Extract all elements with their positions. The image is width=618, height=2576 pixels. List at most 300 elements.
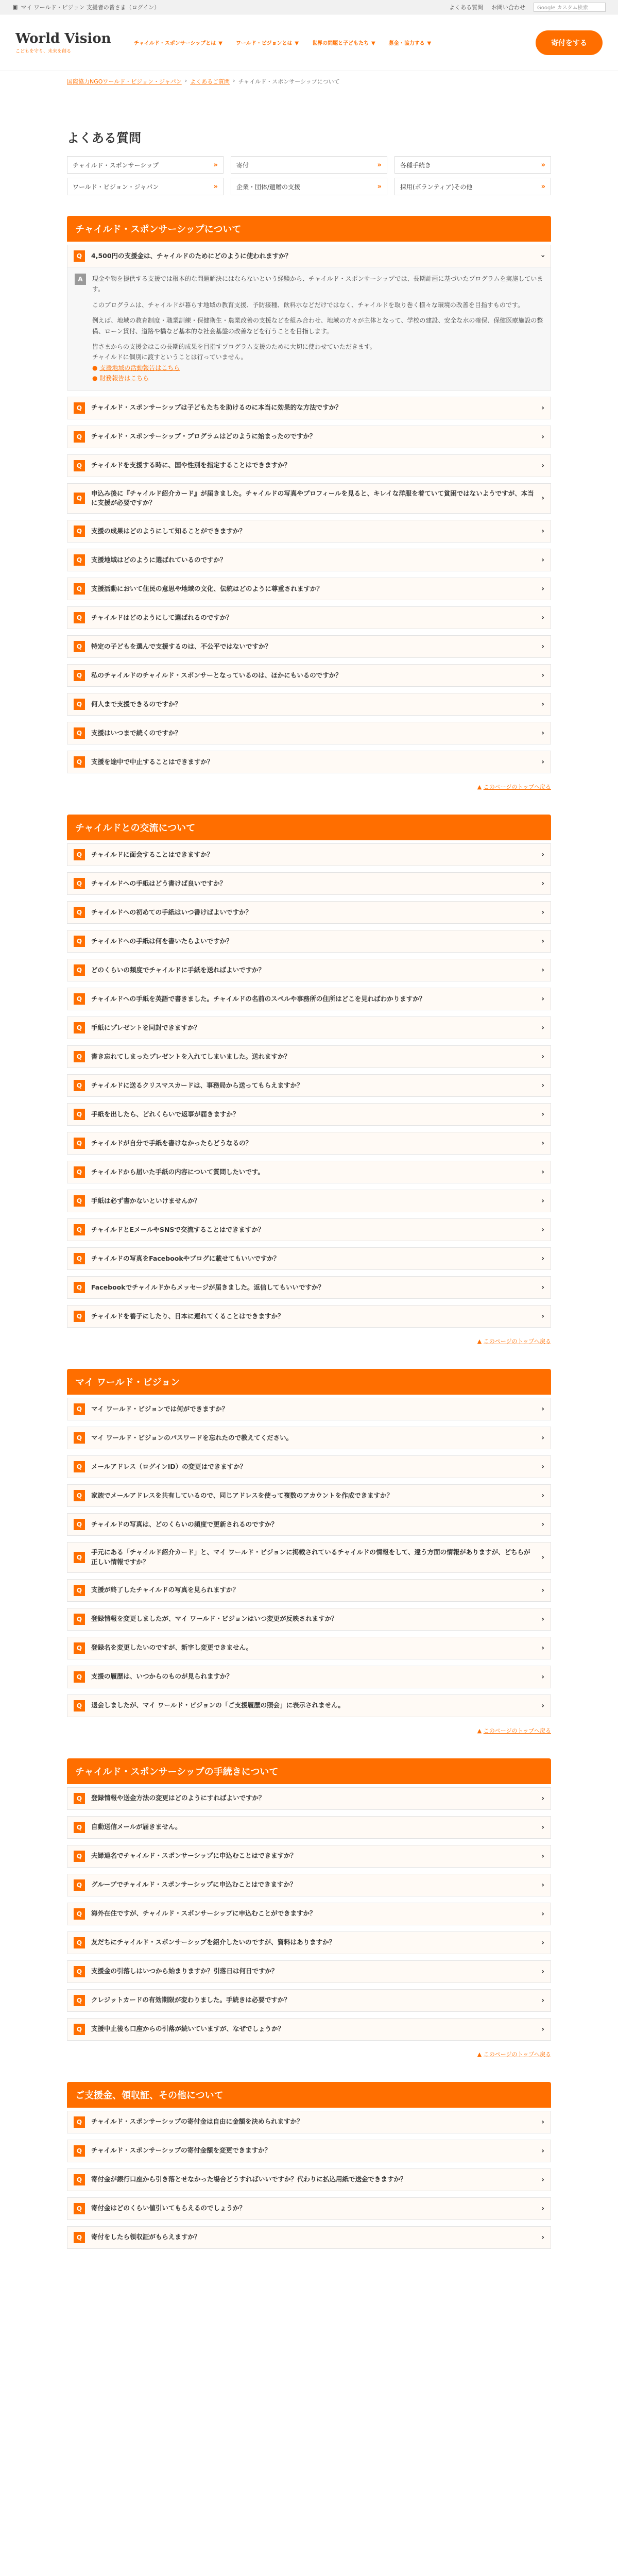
nav-item-donate[interactable] (389, 39, 432, 47)
faq-link[interactable]: よくある質問 (449, 4, 483, 11)
question-list (67, 1398, 551, 1717)
question-text: マイ ワールド・ビジョンでは何ができますか？ (91, 1404, 229, 1413)
chevron-right-icon: › (541, 1996, 544, 2005)
chevron-right-icon: › (541, 1405, 544, 1414)
question-text: 手紙は必ず書かないといけませんか？ (91, 1196, 201, 1205)
double-chevron-icon: » (377, 182, 382, 191)
chevron-right-icon: › (541, 1852, 544, 1860)
q-badge: Q (74, 583, 85, 595)
logo-text: World Vision (15, 31, 111, 46)
faq-question[interactable] (67, 2197, 551, 2220)
faq-question[interactable] (67, 2168, 551, 2191)
faq-section (67, 2082, 551, 2249)
faq-question[interactable] (67, 606, 551, 629)
chevron-right-icon: › (541, 1312, 544, 1321)
faq-question[interactable] (67, 483, 551, 514)
question-list (67, 397, 551, 774)
q-badge: Q (74, 402, 85, 414)
arrow-up-icon: ▲ (477, 784, 482, 791)
question-text: チャイルドへの手紙はどう書けば良いですか？ (91, 879, 227, 887)
back-to-top-text: このページのトップへ戻る (483, 784, 551, 791)
q-badge: Q (74, 1552, 85, 1563)
answer-link-finance[interactable] (92, 373, 543, 383)
faq-question[interactable] (67, 2018, 551, 2041)
q-badge: Q (74, 1080, 85, 1091)
q-badge: Q (74, 1822, 85, 1833)
chevron-right-icon: › (541, 851, 544, 859)
faq-question[interactable] (67, 1694, 551, 1717)
chevron-right-icon: › (541, 729, 544, 738)
chevron-right-icon: › (541, 1672, 544, 1681)
faq-question[interactable] (67, 1132, 551, 1155)
page-title: よくある質問 (67, 131, 141, 145)
chevron-right-icon: › (541, 1938, 544, 1947)
faq-question[interactable] (67, 1787, 551, 1810)
q-badge: Q (74, 1138, 85, 1149)
question-text: 手元にある「チャイルド紹介カード」と、マイ ワールド・ビジョンに掲載されているチャイルドの情報をして、違う方面の情報がありますが、どちらが正しい情報ですか？ (91, 1548, 530, 1566)
answer-paragraph: 例えば、地域の教育制度・職業訓練・保健衛生・農業改善の支援などを組み合わせ、地域の方々が主体となって、学校の建設、安全な水の確保、保健医療施設の整備、ローン貸付、道路や橋など基本的な社会基盤の改善などを行うことを目指します。 (92, 317, 543, 335)
chevron-right-icon: › (541, 2025, 544, 2033)
answer-paragraph: 皆さまからの支援金はこの長期的成果を目指すプログラム支援のために大切に使わせていただきます。 (92, 343, 376, 350)
q-badge: Q (74, 670, 85, 681)
chevron-right-icon: › (541, 642, 544, 651)
faq-question[interactable] (67, 1074, 551, 1097)
back-to-top-text: このページのトップへ戻る (483, 1338, 551, 1345)
chevron-right-icon: › (541, 700, 544, 709)
faq-question[interactable] (67, 751, 551, 773)
question-text: 手紙にプレゼントを同封できますか？ (91, 1023, 201, 1031)
chevron-right-icon: › (541, 908, 544, 917)
question-text: 支援が終了したチャイルドの写真を見られますか？ (91, 1586, 239, 1594)
question-text: チャイルドに面会することはできますか？ (91, 850, 214, 858)
back-to-top-text: このページのトップへ戻る (483, 2050, 551, 2058)
faq-answer (67, 267, 551, 391)
q-badge: Q (74, 526, 85, 537)
question-text: 支援中止後も口座からの引落が続いていますが、なぜでしょうか？ (91, 2025, 285, 2033)
faq-question[interactable] (67, 1874, 551, 1896)
question-text: 支援活動において住民の意思や地域の文化、伝統はどのように尊重されますか？ (91, 584, 323, 592)
faq-section (67, 1758, 551, 2058)
q-badge: Q (74, 1253, 85, 1264)
back-to-top-text: このページのトップへ戻る (483, 1727, 551, 1734)
question-text: チャイルドとEメールやSNSで交流することはできますか？ (91, 1225, 265, 1233)
chevron-right-icon: › (541, 1823, 544, 1832)
faq-question[interactable] (67, 1276, 551, 1299)
donate-cta-button[interactable]: 寄付をする (536, 30, 603, 55)
faq-question[interactable] (67, 635, 551, 658)
chevron-right-icon: › (541, 461, 544, 470)
breadcrumb-faq[interactable]: よくあるご質問 (190, 78, 230, 85)
faq-question[interactable] (67, 397, 551, 419)
chevron-right-icon: › (541, 1520, 544, 1529)
double-chevron-icon: » (213, 182, 218, 191)
chevron-right-icon: › (541, 1197, 544, 1206)
question-text: 登録情報や送金方法の変更はどのようにすればよいですか？ (91, 1794, 265, 1802)
category-grid (67, 156, 551, 195)
faq-section (67, 815, 551, 1345)
q-badge: Q (74, 1109, 85, 1120)
q-badge: Q (74, 641, 85, 652)
faq-question[interactable] (67, 578, 551, 600)
question-text: 寄付をしたら領収証がもらえますか？ (91, 2233, 201, 2241)
question-text: クレジットカードの有効期限が変わりました。手続きは必要ですか？ (91, 1996, 290, 2004)
nav-item-label: チャイルド・スポンサーシップとは (134, 40, 216, 46)
faq-question[interactable] (67, 1455, 551, 1478)
question-list (67, 843, 551, 1328)
faq-question[interactable] (67, 549, 551, 571)
bullet-icon: ● (92, 364, 98, 371)
breadcrumb-separator: › (233, 77, 235, 84)
q-badge: Q (74, 2232, 85, 2243)
double-chevron-icon: » (541, 161, 545, 169)
faq-question[interactable] (67, 1579, 551, 1602)
faq-question[interactable] (67, 1816, 551, 1839)
nav-item-issues[interactable] (312, 39, 375, 47)
faq-question[interactable] (67, 1161, 551, 1183)
chevron-right-icon: › (541, 432, 544, 441)
q-badge: Q (74, 1461, 85, 1472)
question-text: 退会しましたが、マイ ワールド・ビジョンの「ご支援履歴の照会」に表示されません。 (91, 1701, 345, 1709)
faq-question[interactable] (67, 1190, 551, 1212)
q-badge: Q (74, 907, 85, 918)
faq-question[interactable] (67, 454, 551, 477)
a-badge: A (75, 274, 86, 285)
logo[interactable] (15, 31, 118, 54)
q-badge: Q (74, 2174, 85, 2185)
q-badge: Q (74, 1432, 85, 1444)
global-nav (134, 39, 536, 47)
faq-question[interactable] (67, 1989, 551, 2012)
question-text: チャイルドを支援する時に、国や性別を指定することはできますか？ (91, 461, 291, 469)
faq-question[interactable] (67, 1608, 551, 1631)
chevron-right-icon: › (541, 2117, 544, 2126)
back-to-top-link[interactable] (67, 1337, 551, 1345)
faq-question[interactable] (67, 872, 551, 895)
question-text: 友だちにチャイルド・スポンサーシップを紹介したいのですが、資料はありますか？ (91, 1938, 336, 1946)
question-text: 支援の成果はどのようにして知ることができますか？ (91, 527, 246, 535)
chevron-right-icon: › (541, 494, 544, 503)
question-text: 何人まで支援できるのですか？ (91, 700, 182, 708)
nav-item-label: 募金・協力する (388, 40, 425, 46)
main-content (67, 92, 551, 2249)
q-badge: Q (74, 1937, 85, 1948)
answer-paragraph: チャイルドに個別に渡すということは行っていません。 (92, 353, 247, 361)
question-text: 登録情報を変更しましたが、マイ ワールド・ビジョンはいつ変更が反映されますか？ (91, 1615, 338, 1623)
question-text: チャイルドの写真をFacebookやブログに載せてもいいですか？ (91, 1254, 280, 1262)
chevron-right-icon: › (541, 1615, 544, 1623)
chevron-right-icon: › (541, 1081, 544, 1090)
faq-question[interactable] (67, 843, 551, 866)
section-heading: ご支援金、領収証、その他について (67, 2082, 551, 2108)
q-badge: Q (74, 493, 85, 504)
question-text: チャイルドへの手紙は何を書いたらよいですか？ (91, 937, 233, 945)
chevron-right-icon: › (541, 1909, 544, 1918)
question-text: チャイルドから届いた手紙の内容について質問したいです。 (91, 1167, 264, 1176)
chevron-right-icon: › (541, 1226, 544, 1234)
faq-question[interactable] (67, 1960, 551, 1983)
q-badge: Q (74, 699, 85, 710)
q-badge: Q (74, 1879, 85, 1891)
question-text: チャイルドを養子にしたり、日本に連れてくることはできますか？ (91, 1312, 284, 1320)
question-text: チャイルド・スポンサーシップの寄付金額を変更できますか？ (91, 2146, 271, 2155)
answer-paragraph: このプログラムは、チャイルドが暮らす地域の教育支援、予防接種、飲料水などだけではなく、チャイルドを取り巻く様々な環境の改善を目指すものです。 (92, 301, 524, 309)
question-text: Facebookでチャイルドからメッセージが届きました。返信してもいいですか？ (91, 1283, 324, 1291)
faq-question[interactable] (67, 1103, 551, 1126)
question-text: 家族でメールアドレスを共有しているので、同じアドレスを使って複数のアカウントを作成できますか？ (91, 1491, 393, 1499)
chevron-right-icon: › (541, 1880, 544, 1889)
chevron-right-icon: › (541, 1255, 544, 1263)
chevron-right-icon: › (541, 1434, 544, 1443)
answer-link-report[interactable] (92, 363, 543, 373)
q-badge: Q (74, 2203, 85, 2214)
section-heading: チャイルドとの交流について (67, 815, 551, 840)
chevron-right-icon: › (541, 1283, 544, 1292)
search-input[interactable]: Google カスタム検索 (534, 3, 606, 12)
q-badge: Q (74, 1995, 85, 2006)
question-text: 支援の履歴は、いつからのものが見られますか？ (91, 1672, 233, 1681)
chevron-right-icon: › (541, 2146, 544, 2155)
section-heading: チャイルド・スポンサーシップについて (67, 216, 551, 242)
question-text: マイ ワールド・ビジョンのパスワードを忘れたので教えてください。 (91, 1433, 293, 1442)
question-text: チャイルドが自分で手紙を書けなかったらどうなるの？ (91, 1139, 252, 1147)
question-text: チャイルドはどのようにして選ばれるのですか？ (91, 613, 233, 621)
faq-question[interactable] (67, 1247, 551, 1270)
category-link[interactable] (67, 178, 224, 195)
q-badge: Q (74, 1224, 85, 1235)
faq-question[interactable] (67, 988, 551, 1010)
chevron-right-icon: › (541, 614, 544, 622)
q-badge: Q (74, 849, 85, 860)
q-badge: Q (74, 1282, 85, 1293)
arrow-up-icon: ▲ (477, 1727, 482, 1734)
q-badge: Q (74, 993, 85, 1005)
q-badge: Q (74, 1022, 85, 1033)
chevron-right-icon: › (541, 879, 544, 888)
category-link[interactable] (67, 156, 224, 174)
chevron-right-icon: › (541, 1139, 544, 1148)
q-badge: Q (74, 1311, 85, 1322)
faq-question[interactable] (67, 1045, 551, 1068)
chevron-right-icon: › (541, 1794, 544, 1803)
faq-question[interactable] (67, 1305, 551, 1328)
q-badge: Q (74, 1614, 85, 1625)
breadcrumb-separator: › (184, 77, 187, 84)
question-text: グループでチャイルド・スポンサーシップに申込むことはできますか？ (91, 1880, 297, 1889)
category-label: 採用(ボランティア)その他 (400, 183, 473, 191)
breadcrumb (0, 71, 618, 92)
chevron-right-icon: › (541, 1967, 544, 1976)
question-list (67, 2111, 551, 2249)
faq-question[interactable] (67, 2140, 551, 2162)
category-label: 寄付 (236, 161, 249, 169)
chevron-down-icon: ▼ (295, 40, 299, 46)
chevron-right-icon: › (541, 1643, 544, 1652)
category-label: 各種手続き (400, 161, 432, 169)
faq-question[interactable] (67, 1903, 551, 1925)
chevron-right-icon: › (541, 671, 544, 680)
top-utility-bar (0, 0, 618, 14)
q-badge: Q (74, 1519, 85, 1530)
question-text: 私のチャイルドのチャイルド・スポンサーとなっているのは、ほかにもいるのですか？ (91, 671, 342, 679)
category-label: チャイルド・スポンサーシップ (73, 161, 159, 169)
double-chevron-icon: » (213, 161, 218, 169)
faq-question[interactable] (67, 1218, 551, 1241)
chevron-right-icon: › (541, 556, 544, 565)
category-label: 企業・団体/遺贈の支援 (236, 183, 301, 191)
question-text: チャイルドに送るクリスマスカードは、事務局から送ってもらえますか？ (91, 1081, 303, 1089)
q-badge: Q (74, 878, 85, 889)
nav-item-about[interactable] (236, 39, 299, 47)
faq-question[interactable] (67, 664, 551, 687)
q-badge: Q (74, 1403, 85, 1415)
question-text: 手紙を出したら、どれくらいで返事が届きますか？ (91, 1110, 239, 1118)
question-text: チャイルド・スポンサーシップの寄付金は自由に金額を決められますか？ (91, 2117, 303, 2126)
q-badge: Q (74, 756, 85, 768)
chevron-right-icon: › (541, 995, 544, 1004)
question-text: チャイルド・スポンサーシップ・プログラムはどのように始まったのですか？ (91, 432, 316, 440)
chevron-right-icon: › (541, 585, 544, 594)
chevron-down-icon: ▼ (427, 40, 432, 46)
answer-link-text: 支援地域の活動報告はこちら (99, 364, 180, 371)
chevron-right-icon: › (541, 937, 544, 946)
question-text: どのくらいの頻度でチャイルドに手紙を送ればよいですか？ (91, 965, 265, 974)
chevron-right-icon: › (541, 527, 544, 536)
faq-question[interactable] (67, 2111, 551, 2133)
chevron-right-icon: › (541, 758, 544, 767)
login-link[interactable]: マイ ワールド・ビジョン 支援者の皆さま（ログイン） (21, 4, 160, 11)
faq-question[interactable] (67, 2226, 551, 2249)
q-badge: Q (74, 727, 85, 739)
chevron-right-icon: › (541, 1053, 544, 1061)
q-badge: Q (74, 1908, 85, 1920)
section-heading: マイ ワールド・ビジョン (67, 1369, 551, 1395)
question-text: チャイルドへの初めての手紙はいつ書けばよいですか？ (91, 908, 252, 916)
arrow-up-icon: ▲ (477, 1338, 482, 1345)
q-badge: Q (74, 250, 85, 262)
user-icon: ▣ (12, 4, 18, 10)
chevron-right-icon: › (541, 2175, 544, 2184)
chevron-down-icon: ▼ (371, 40, 375, 46)
faq-question[interactable] (67, 1637, 551, 1659)
q-badge: Q (74, 964, 85, 976)
faq-question[interactable] (67, 930, 551, 953)
q-badge: Q (74, 2116, 85, 2128)
contact-link[interactable]: お問い合わせ (491, 4, 525, 11)
chevron-right-icon: › (541, 2204, 544, 2213)
answer-link-text: 財務報告はこちら (99, 375, 149, 382)
q-badge: Q (74, 431, 85, 443)
faq-question[interactable] (67, 1845, 551, 1868)
question-text: 登録名を変更したいのですが、新字し変更できません。 (91, 1643, 253, 1652)
faq-question[interactable] (67, 722, 551, 744)
q-badge: Q (74, 1166, 85, 1178)
faq-question[interactable] (67, 1484, 551, 1507)
back-to-top-link[interactable] (67, 1726, 551, 1735)
question-text: メールアドレス（ログインID）の変更はできますか？ (91, 1462, 247, 1470)
section-heading: チャイルド・スポンサーシップの手続きについて (67, 1758, 551, 1784)
faq-question[interactable] (67, 1016, 551, 1039)
chevron-right-icon: › (541, 403, 544, 412)
q-badge: Q (74, 1585, 85, 1596)
nav-item-label: ワールド・ビジョンとは (235, 40, 293, 46)
faq-section (67, 216, 551, 791)
faq-question[interactable] (67, 1427, 551, 1449)
q-badge: Q (74, 1671, 85, 1683)
faq-question[interactable] (67, 1542, 551, 1573)
chevron-right-icon: › (541, 1492, 544, 1500)
q-badge: Q (74, 1966, 85, 1977)
question-text: チャイルド・スポンサーシップは子どもたちを助けるのに本当に効果的な方法ですか？ (91, 403, 342, 412)
q-badge: Q (74, 936, 85, 947)
double-chevron-icon: » (541, 182, 545, 191)
question-text: 自動送信メールが届きません。 (91, 1823, 182, 1831)
chevron-right-icon: › (541, 1553, 544, 1562)
q-badge: Q (74, 1051, 85, 1062)
faq-question[interactable] (67, 693, 551, 716)
chevron-right-icon: › (539, 255, 547, 258)
faq-question[interactable] (67, 426, 551, 448)
category-link[interactable] (231, 178, 387, 195)
q-badge: Q (74, 2024, 85, 2035)
q-badge: Q (74, 1700, 85, 1711)
question-text: 4,500円の支援金は、チャイルドのためにどのように使われますか？ (91, 251, 292, 260)
back-to-top-link[interactable] (67, 2050, 551, 2058)
faq-question[interactable] (67, 901, 551, 924)
question-text: 支援を途中で中止することはできますか？ (91, 757, 214, 766)
chevron-right-icon: › (541, 2233, 544, 2242)
category-link[interactable] (394, 178, 551, 195)
question-text: 夫婦連名でチャイルド・スポンサーシップに申込むことはできますか？ (91, 1852, 297, 1860)
faq-question[interactable] (67, 959, 551, 981)
question-text: チャイルドの写真は、どのくらいの頻度で更新されるのですか？ (91, 1520, 278, 1528)
q-badge: Q (74, 2145, 85, 2157)
q-badge: Q (74, 554, 85, 566)
nav-item-sponsorship[interactable] (134, 39, 222, 47)
question-text: 海外在住ですが、チャイルド・スポンサーシップに申込むことができますか？ (91, 1909, 316, 1918)
question-text: 寄付金はどのくらい値引いてもらえるのでしょうか？ (91, 2204, 246, 2212)
faq-question[interactable] (67, 520, 551, 543)
question-text: チャイルドへの手紙を英語で書きました。チャイルドの名前のスペルや事務所の住所はどこを見ればわかりますか？ (91, 994, 426, 1003)
q-badge: Q (74, 1851, 85, 1862)
breadcrumb-home[interactable]: 国際協力NGOワールド・ビジョン・ジャパン (67, 78, 182, 85)
category-label: ワールド・ビジョン・ジャパン (73, 183, 159, 191)
question-text: 支援はいつまで続くのですか？ (91, 728, 182, 737)
category-link[interactable] (394, 156, 551, 174)
faq-question[interactable] (67, 1931, 551, 1954)
chevron-right-icon: › (541, 1168, 544, 1177)
faq-question[interactable] (67, 245, 551, 267)
chevron-right-icon: › (541, 1024, 544, 1032)
chevron-right-icon: › (541, 1463, 544, 1471)
logo-tagline: こどもを守り、未来を創る (15, 49, 72, 54)
q-badge: Q (74, 612, 85, 623)
back-to-top-link[interactable] (67, 783, 551, 791)
chevron-right-icon: › (541, 1110, 544, 1119)
chevron-right-icon: › (541, 966, 544, 975)
double-chevron-icon: » (377, 161, 382, 169)
q-badge: Q (74, 1490, 85, 1501)
category-link[interactable] (231, 156, 387, 174)
faq-question[interactable] (67, 1398, 551, 1420)
question-text: 支援地域はどのように選ばれているのですか？ (91, 555, 227, 564)
q-badge: Q (74, 460, 85, 471)
question-text: 書き忘れてしまったプレゼントを入れてしまいました。送れますか？ (91, 1052, 291, 1060)
question-text: 支援金の引落しはいつから始まりますか？引落日は何日ですか？ (91, 1967, 278, 1975)
chevron-down-icon: ▼ (218, 40, 222, 46)
faq-question[interactable] (67, 1513, 551, 1536)
chevron-right-icon: › (541, 1701, 544, 1710)
faq-question[interactable] (67, 1666, 551, 1688)
